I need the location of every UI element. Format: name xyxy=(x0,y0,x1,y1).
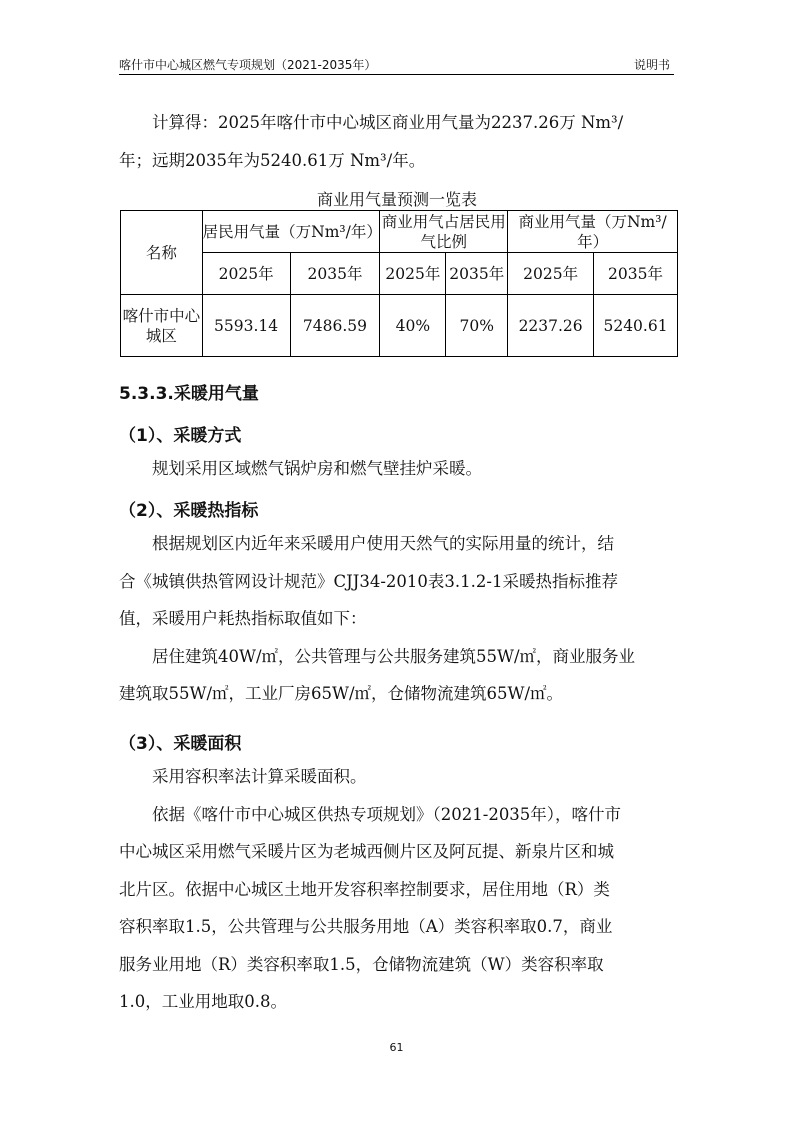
table-year-cell: 2035年 xyxy=(290,253,380,295)
table-header-commercial: 商业用气量（万Nm³/年） xyxy=(508,211,678,253)
table-header-residential: 居民用气量（万Nm³/年） xyxy=(202,211,380,253)
table-caption: 商业用气量预测一览表 xyxy=(316,190,477,209)
table-year-cell: 2025年 xyxy=(380,253,446,295)
table-cell: 5240.61 xyxy=(594,295,678,357)
paragraph-line: 值，采暖用户耗热指标取值如下： xyxy=(119,609,367,628)
section-heading: 5.3.3.采暖用气量 xyxy=(119,384,259,404)
paragraph-line: 服务业用地（R）类容积率取1.5，仓储物流建筑（W）类容积率取 xyxy=(119,954,604,974)
paragraph xyxy=(119,758,675,1021)
paragraph-line: 根据规划区内近年来采暖用户使用天然气的实际用量的统计，结 xyxy=(152,534,614,553)
page-header xyxy=(119,54,674,76)
paragraph-line: 容积率取1.5，公共管理与公共服务用地（A）类容积率取0.7，商业 xyxy=(119,917,613,936)
paragraph-line: 合《城镇供热管网设计规范》CJJ34-2010表3.1.2-1采暖热指标推荐 xyxy=(119,571,618,591)
paragraph-line: 年；远期2035年为5240.61万 Nm³/年。 xyxy=(119,150,426,170)
paragraph xyxy=(119,450,675,488)
table-year-cell: 2025年 xyxy=(202,253,290,295)
table-cell: 70% xyxy=(446,295,508,357)
table-year-cell: 2035年 xyxy=(446,253,508,295)
paragraph-line: 计算得：2025年喀什市中心城区商业用气量为2237.26万 Nm³/ xyxy=(152,113,624,132)
commercial-gas-table xyxy=(120,210,678,357)
table-header-row xyxy=(121,211,678,253)
paragraph-line: 中心城区采用燃气采暖片区为老城西侧片区及阿瓦提、新泉片区和城 xyxy=(119,842,614,861)
paragraph-line: 规划采用区域燃气锅炉房和燃气壁挂炉采暖。 xyxy=(152,459,482,478)
table-header-ratio: 商业用气占居民用气比例 xyxy=(381,212,506,251)
header-divider xyxy=(119,74,674,75)
paragraph-line: 采用容积率法计算采暖面积。 xyxy=(152,767,367,786)
paragraph-line: 依据《喀什市中心城区供热专项规划》（2021-2035年），喀什市 xyxy=(152,804,622,824)
table-cell: 2237.26 xyxy=(508,295,594,357)
table-cell: 5593.14 xyxy=(202,295,290,357)
paragraph-line: 建筑取55W/㎡，工业厂房65W/㎡，仓储物流建筑65W/㎡。 xyxy=(119,684,564,703)
subsection-heading: （2）、采暖热指标 xyxy=(119,501,259,521)
table-cell: 40% xyxy=(380,295,446,357)
table-year-cell: 2035年 xyxy=(594,253,678,295)
intro-paragraph xyxy=(119,104,675,179)
table-row xyxy=(121,295,678,357)
table-cell: 7486.59 xyxy=(290,295,380,357)
section-label: 说明书 xyxy=(633,58,670,72)
table-year-cell: 2025年 xyxy=(508,253,594,295)
subsection-heading: （1）、采暖方式 xyxy=(119,426,242,446)
document-title: 喀什市中心城区燃气专项规划（2021-2035年） xyxy=(119,58,377,72)
subsection-heading: （3）、采暖面积 xyxy=(119,734,242,754)
paragraph xyxy=(119,525,675,713)
paragraph-line: 居住建筑40W/㎡，公共管理与公共服务建筑55W/㎡，商业服务业 xyxy=(152,646,636,666)
paragraph-line: 北片区。依据中心城区土地开发容积率控制要求，居住用地（R）类 xyxy=(119,879,610,899)
table-year-row xyxy=(121,253,678,295)
table-header-name: 名称 xyxy=(121,211,203,295)
page-number: 61 xyxy=(389,1041,404,1054)
paragraph-line: 1.0，工业用地取0.8。 xyxy=(119,992,287,1011)
table-cell-name: 喀什市中心城区 xyxy=(121,295,203,357)
